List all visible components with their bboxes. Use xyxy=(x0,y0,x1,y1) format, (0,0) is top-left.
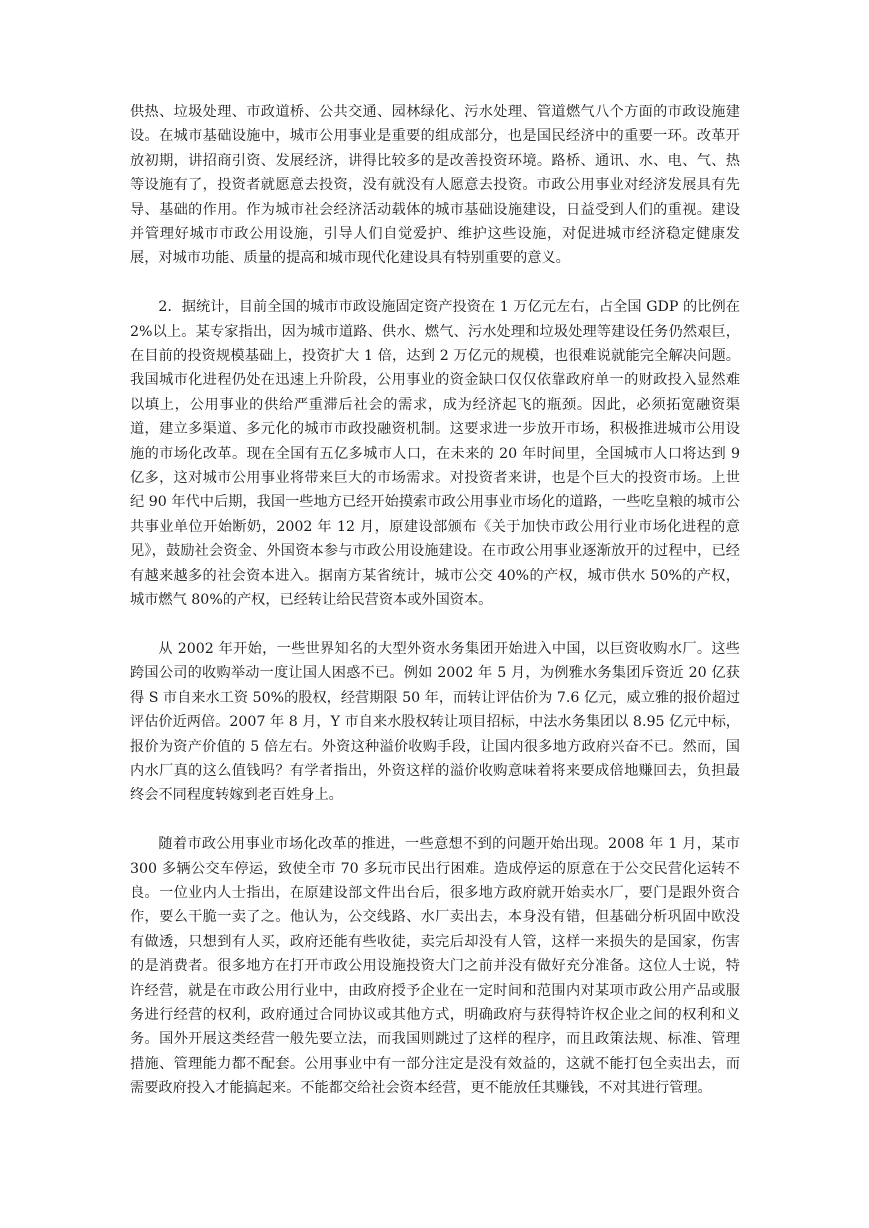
paragraph-1: 供热、垃圾处理、市政道桥、公共交通、园林绿化、污水处理、管道燃气八个方面的市政设施建设。在城市基础设施中，城市公用事业是重要的组成部分，也是国民经济中的重要一环。改革开放初期，讲招商引资、发展经济，讲得比较多的是改善投资环境。路桥、通讯、水、电、气、热等设施有了，投资者就愿意去投资，没有就没有人愿意去投资。市政公用事业对经济发展具有先导、基础的作用。作为城市社会经济活动载体的城市基础设施建设，日益受到人们的重视。建设并管理好城市市政公用设施，引导人们自觉爱护、维护这些设施，对促进城市经济稳定健康发展，对城市功能、质量的提高和城市现代化建设具有特别重要的意义。 xyxy=(130,104,740,267)
paragraph-4: 随着市政公用事业市场化改革的推进，一些意想不到的问题开始出现。2008 年 1 月，某市 300 多辆公交车停运，致使全市 70 多玩市民出行困难。造成停运的原意在于公交民营化运转不良。一位业内人士指出，在原建设部文件出台后，很多地方政府就开始卖水厂，要门是跟外资合作，要么干脆一卖了之。他认为，公交线路、水厂卖出去，本身没有错，但基础分析巩固中欧没有做透，只想到有人买，政府还能有些收徒，卖完后却没有人管，这样一来损失的是国家，伤害的是消费者。很多地方在打开市政公用设施投资大门之前并没有做好充分准备。这位人士说，特许经营，就是在市政公用行业中，由政府授予企业在一定时间和范围内对某项市政公用产品或服务进行经营的权利，政府通过合同协议或其他方式，明确政府与获得特许权企业之间的权利和义务。国外开展这类经营一般先要立法，而我国则跳过了这样的程序，而且政策法规、标准、管理措施、管理能力都不配套。公用事业中有一部分注定是没有效益的，这就不能打包全卖出去，而需要政府投入才能搞起来。不能都交给社会资本经营，更不能放任其赚钱，不对其进行管理。 xyxy=(130,836,740,1097)
paragraph-3: 从 2002 年开始，一些世界知名的大型外资水务集团开始进入中国，以巨资收购水厂。这些跨国公司的收购举动一度让国人困惑不已。例如 2002 年 5 月，为例雅水务集团斥资近 20 亿获得 S 市自来水工资 50%的股权，经营期限 50 年，而转让评估价为 7.6 亿元，威立雅的报价超过评估价近两倍。2007 年 8 月，Y 市自来水股权转让项目招标，中法水务集团以 8.95 亿元中标，报价为资产价值的 5 倍左右。外资这种溢价收购手段，让国内很多地方政府兴奋不已。然而，国内水厂真的这么值钱吗？有学者指出，外资这样的溢价收购意味着将来要成倍地赚回去，负担最终会不同程度转嫁到老百姓身上。 xyxy=(130,640,741,804)
document-body xyxy=(130,100,740,1125)
paragraph-2: 2．据统计，目前全国的城市市政设施固定资产投资在 1 万亿元左右，占全国 GDP 的比例在 2%以上。某专家指出，因为城市道路、供水、燃气、污水处理和垃圾处理等建设任务仍然艰巨，在目前的投资规模基础上，投资扩大 1 倍，达到 2 万亿元的规模，也很难说就能完全解决问题。我国城市化进程仍处在迅速上升阶段，公用事业的资金缺口仅仅依靠政府单一的财政投入显然难以填上，公用事业的供给严重滞后社会的需求，成为经济起飞的瓶颈。因此，必须拓宽融资渠道，建立多渠道、多元化的城市市政投融资机制。这要求进一步放开市场，积极推进城市公用设施的市场化改革。现在全国有五亿多城市人口，在未来的 20 年时间里，全国城市人口将达到 9 亿多，这对城市公用事业将带来巨大的市场需求。对投资者来讲，也是个巨大的投资市场。上世纪 90 年代中后期，我国一些地方已经开始摸索市政公用事业市场化的道路，一些吃皇粮的城市公共事业单位开始断奶，2002 年 12 月，原建设部颁布《关于加快市政公用行业市场化进程的意见》，鼓励社会资金、外国资本参与市政公用设施建设。在市政公用事业逐渐放开的过程中，已经有越来越多的社会资本进入。据南方某省统计，城市公交 40%的产权，城市供水 50%的产权，城市燃气 80%的产权，已经转让给民营资本或外国资本。 xyxy=(130,299,740,609)
